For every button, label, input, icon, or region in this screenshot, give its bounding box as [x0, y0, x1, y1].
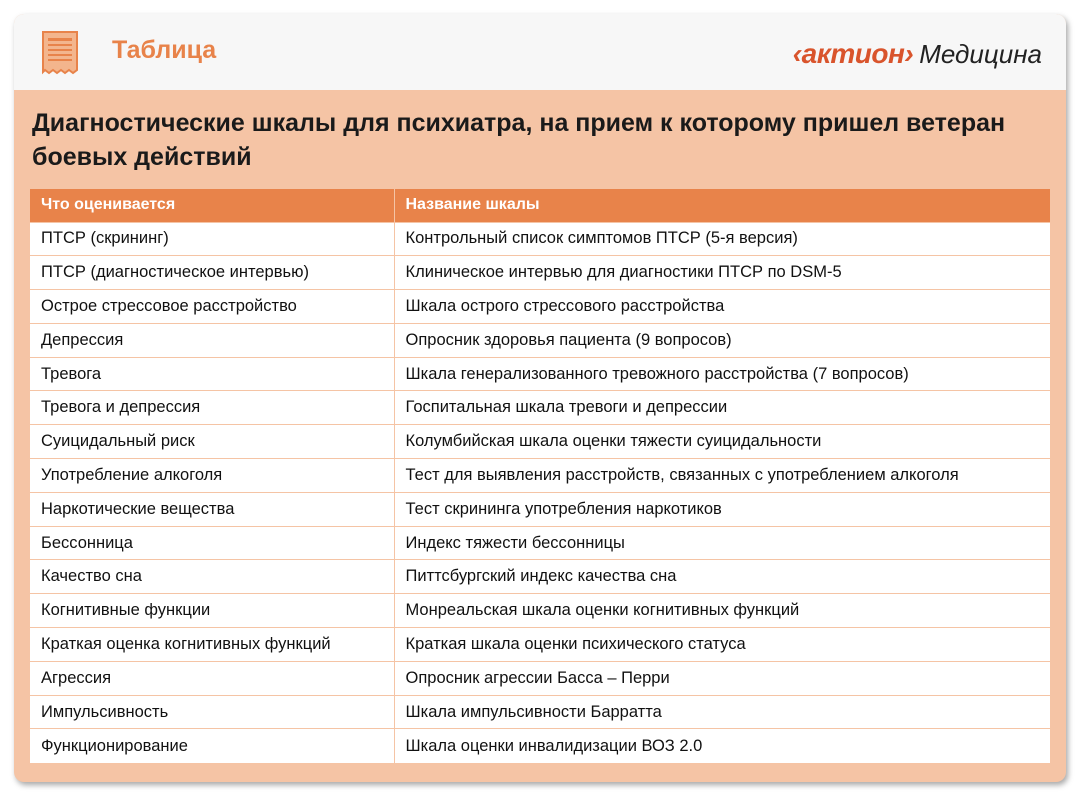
- brand-logo: [793, 38, 1042, 72]
- table-header-row: [30, 189, 1050, 222]
- cell-assessed: Тревога и депрессия: [30, 391, 394, 425]
- column-header-assessed: Что оценивается: [30, 189, 394, 222]
- cell-scale-name: Шкала острого стрессового расстройства: [394, 290, 1050, 324]
- scales-table: [30, 189, 1050, 763]
- brand-logo-text: ‹актион›: [792, 38, 914, 69]
- cell-scale-name: Питтсбургский индекс качества сна: [394, 560, 1050, 594]
- cell-scale-name: Краткая шкала оценки психического статуса: [394, 628, 1050, 662]
- cell-scale-name: Шкала оценки инвалидизации ВОЗ 2.0: [394, 729, 1050, 763]
- cell-assessed: Острое стрессовое расстройство: [30, 290, 394, 324]
- table-row: [30, 526, 1050, 560]
- cell-assessed: Импульсивность: [30, 695, 394, 729]
- cell-assessed: Краткая оценка когнитивных функций: [30, 628, 394, 662]
- cell-assessed: Функционирование: [30, 729, 394, 763]
- cell-scale-name: Опросник здоровья пациента (9 вопросов): [394, 323, 1050, 357]
- header-bar: [14, 14, 1066, 90]
- table-row: [30, 661, 1050, 695]
- table-row: [30, 290, 1050, 324]
- table-row: [30, 594, 1050, 628]
- table-card: [14, 14, 1066, 782]
- table-row: [30, 459, 1050, 493]
- cell-scale-name: Тест для выявления расстройств, связанных с употреблением алкоголя: [394, 459, 1050, 493]
- cell-assessed: ПТСР (скрининг): [30, 222, 394, 256]
- header-label: Таблица: [112, 36, 217, 64]
- cell-scale-name: Шкала импульсивности Барратта: [394, 695, 1050, 729]
- cell-scale-name: Контрольный список симптомов ПТСР (5-я версия): [394, 222, 1050, 256]
- table-row: [30, 256, 1050, 290]
- cell-assessed: Суицидальный риск: [30, 425, 394, 459]
- cell-assessed: Депрессия: [30, 323, 394, 357]
- column-header-scale-name: Название шкалы: [394, 189, 1050, 222]
- cell-scale-name: Монреальская шкала оценки когнитивных функций: [394, 594, 1050, 628]
- page-title: Диагностические шкалы для психиатра, на прием к которому пришел ветеран боевых действий: [32, 109, 1006, 171]
- table-row: [30, 391, 1050, 425]
- table-row: [30, 628, 1050, 662]
- table-row: [30, 560, 1050, 594]
- table-row: [30, 323, 1050, 357]
- cell-scale-name: Колумбийская шкала оценки тяжести суицидальности: [394, 425, 1050, 459]
- cell-scale-name: Шкала генерализованного тревожного расстройства (7 вопросов): [394, 357, 1050, 391]
- table-row: [30, 222, 1050, 256]
- cell-scale-name: Индекс тяжести бессонницы: [394, 526, 1050, 560]
- table-row: [30, 357, 1050, 391]
- cell-scale-name: Опросник агрессии Басса – Перри: [394, 661, 1050, 695]
- cell-assessed: Когнитивные функции: [30, 594, 394, 628]
- table-document-icon: [40, 30, 80, 76]
- cell-assessed: Наркотические вещества: [30, 492, 394, 526]
- cell-assessed: ПТСР (диагностическое интервью): [30, 256, 394, 290]
- cell-assessed: Агрессия: [30, 661, 394, 695]
- cell-assessed: Качество сна: [30, 560, 394, 594]
- brand-subtitle: Медицина: [919, 39, 1042, 69]
- cell-assessed: Употребление алкоголя: [30, 459, 394, 493]
- table-row: [30, 425, 1050, 459]
- table-row: [30, 695, 1050, 729]
- table-row: [30, 729, 1050, 763]
- cell-assessed: Бессонница: [30, 526, 394, 560]
- cell-scale-name: Госпитальная шкала тревоги и депрессии: [394, 391, 1050, 425]
- cell-assessed: Тревога: [30, 357, 394, 391]
- table-row: [30, 492, 1050, 526]
- cell-scale-name: Клиническое интервью для диагностики ПТСР по DSM-5: [394, 256, 1050, 290]
- cell-scale-name: Тест скрининга употребления наркотиков: [394, 492, 1050, 526]
